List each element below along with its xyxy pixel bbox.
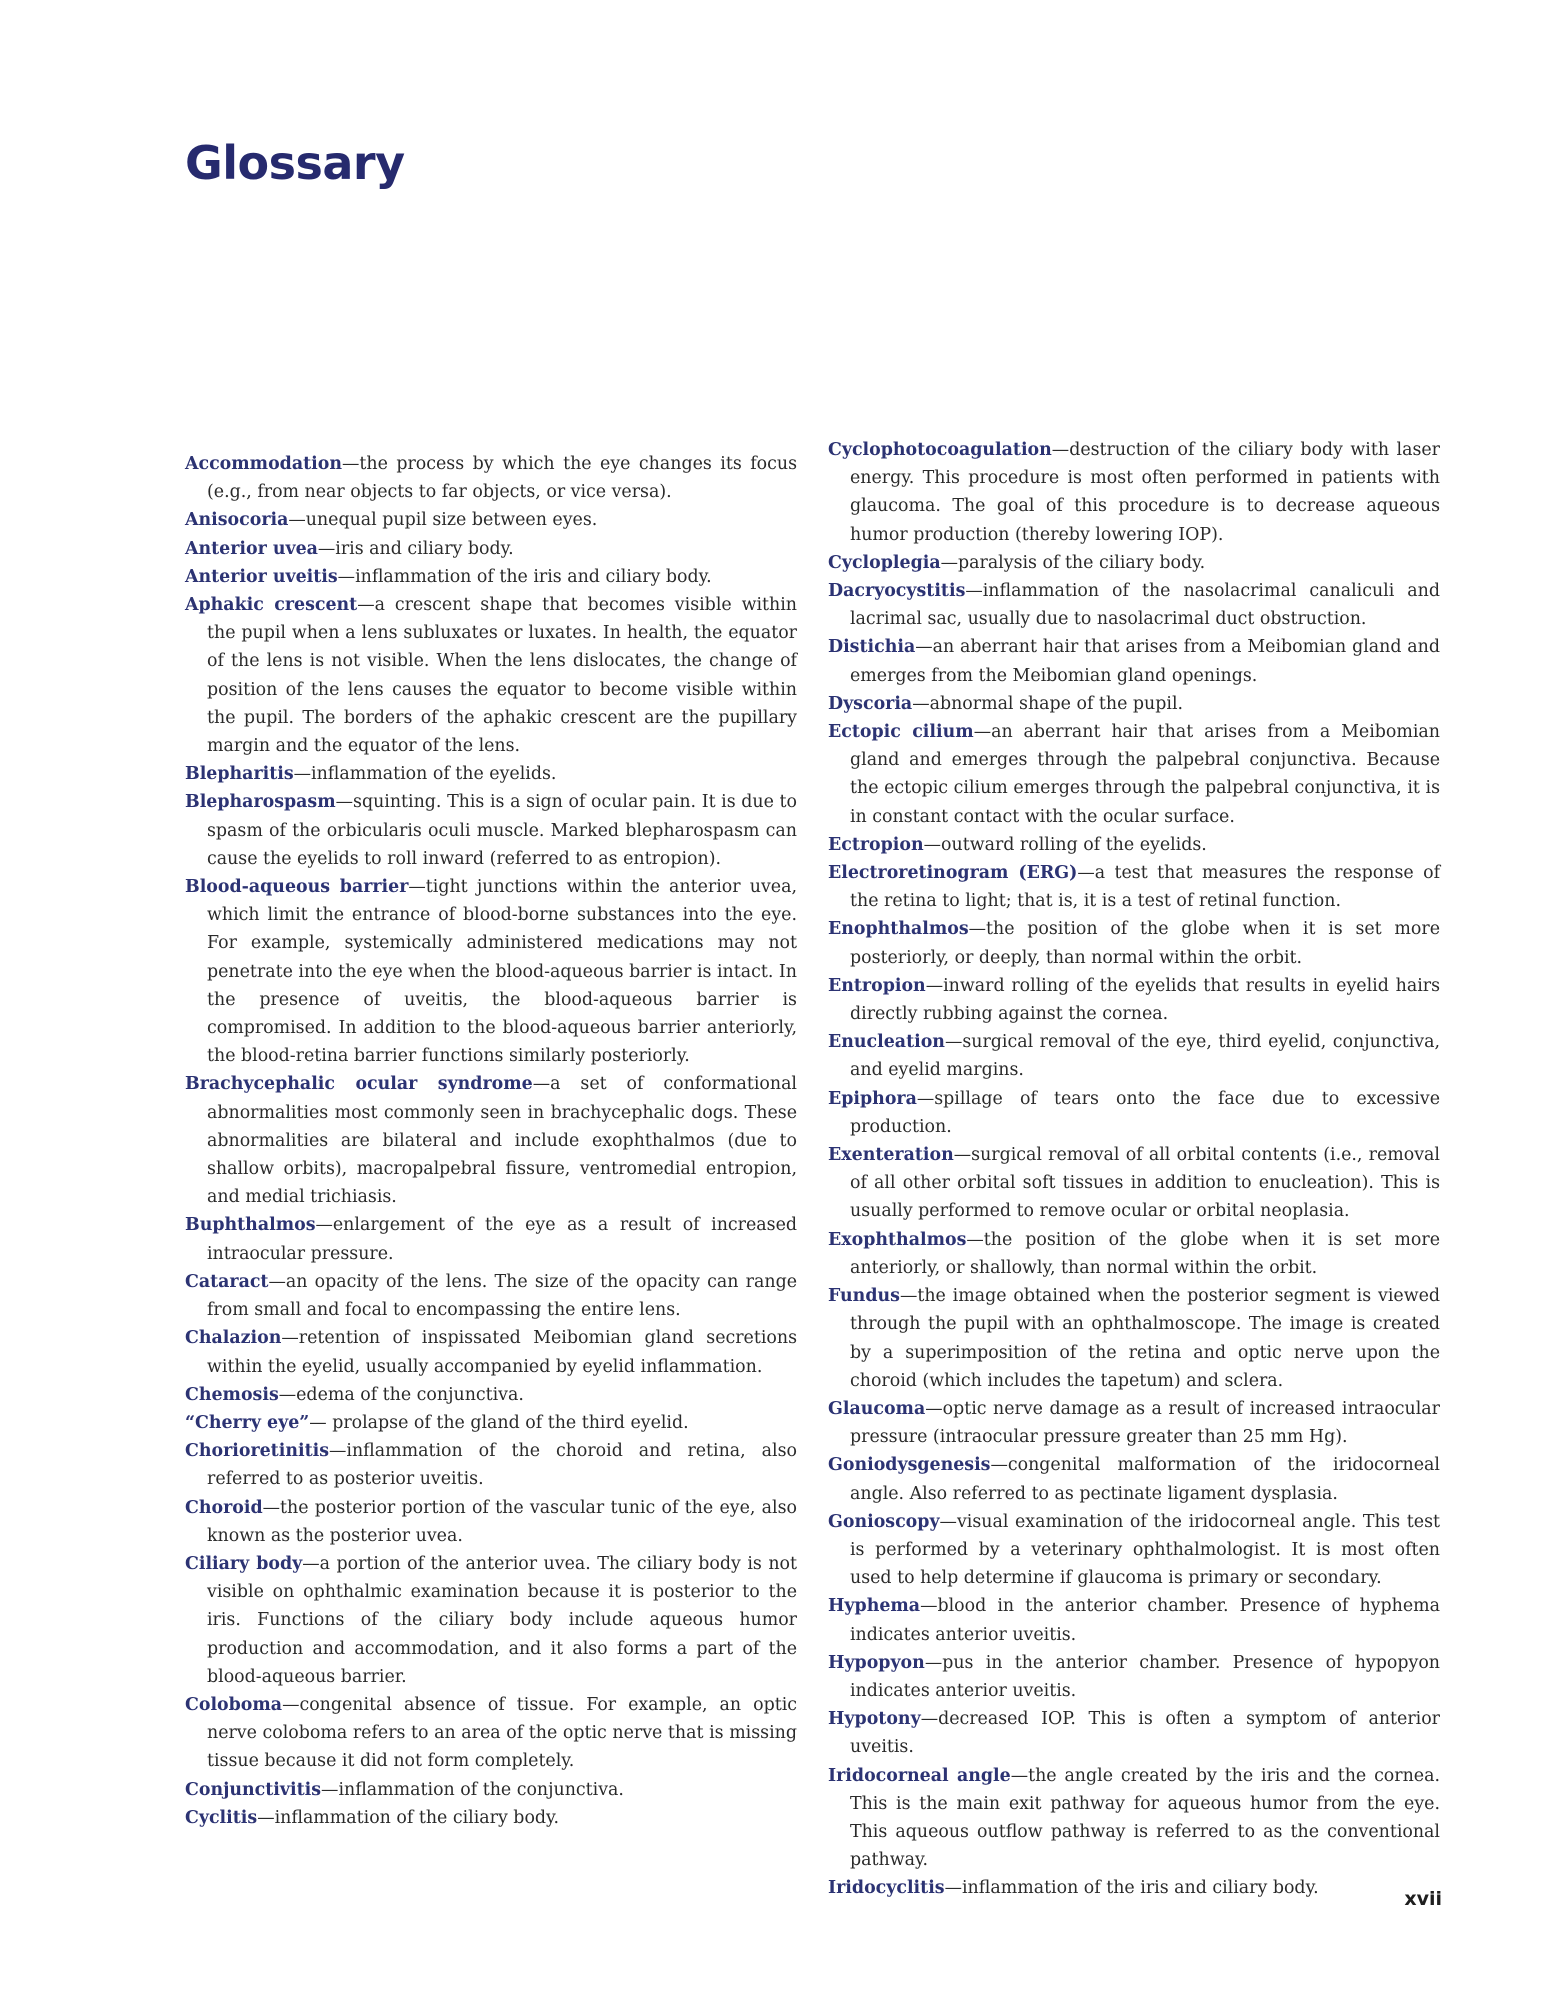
glossary-term: Gonioscopy [828,1511,940,1532]
glossary-term: Brachycephalic ocular syndrome [185,1074,533,1095]
glossary-definition: —the position of the globe when it is set more posteriorly, or deeply, than normal within the orbit. [850,919,1440,968]
glossary-definition: —an aberrant hair that arises from a Meibomian gland and emerges from the Meibomian gland openings. [850,637,1440,686]
glossary-term: Distichia [828,637,916,658]
glossary-entry [828,1705,1440,1761]
glossary-definition: —the position of the globe when it is set more anteriorly, or shallowly, than normal within the orbit. [850,1229,1440,1278]
glossary-entry [185,563,797,591]
glossary-definition: —enlargement of the eye as a result of increased intraocular pressure. [207,1215,797,1264]
glossary-definition: —an opacity of the lens. The size of the opacity can range from small and focal to encompassing the entire lens. [207,1271,797,1321]
page-number: xvii [1404,1888,1442,1910]
glossary-definition: —iris and ciliary body. [317,538,514,559]
glossary-entry [185,1776,797,1804]
glossary-definition: —spillage of tears onto the face due to excessive production. [850,1088,1440,1137]
glossary-term: Buphthalmos [185,1215,316,1236]
glossary-term: Anterior uvea [185,538,318,559]
glossary-right-column [828,436,1440,1903]
glossary-definition: —inflammation of the nasolacrimal canaliculi and lacrimal sac, usually due to nasolacrimal duct obstruction. [850,581,1440,630]
glossary-definition: —destruction of the ciliary body with laser energy. This procedure is most often performed in patients with glaucoma. The goal of this procedure is to decrease aqueous humor production (thereby lowering IOP). [850,440,1440,545]
glossary-definition: —inflammation of the iris and ciliary body. [944,1878,1319,1899]
glossary-entry [828,1592,1440,1648]
glossary-term: Ectropion [828,834,924,855]
glossary-entry [185,1691,797,1776]
glossary-entry [828,915,1440,971]
glossary-definition: —inward rolling of the eyelids that results in eyelid hairs directly rubbing against the cornea. [850,975,1440,1025]
glossary-term: Cyclitis [185,1807,258,1828]
glossary-term: Cataract [185,1271,269,1292]
glossary-definition: —pus in the anterior chamber. Presence of hypopyon indicates anterior uveitis. [850,1652,1440,1701]
glossary-entry [185,1211,797,1267]
glossary-definition: —a crescent shape that becomes visible within the pupil when a lens subluxates or luxates. In health, the equator of the lens is not visible. When the lens dislocates, the change of position of the lens causes the equator to become visible within the pupil. The borders of the aphakic crescent are the pupillary margin and the equator of the lens. [207,595,797,757]
glossary-definition: —the angle created by the iris and the cornea. This is the main exit pathway for aqueous humor from the eye. This aqueous outflow pathway is referred to as the conventional pathway. [850,1765,1440,1871]
glossary-left-column [185,450,797,1832]
glossary-entry [828,690,1440,718]
glossary-term: Accommodation [185,454,342,474]
glossary-entry [828,1085,1440,1141]
glossary-term: Exenteration [828,1145,954,1166]
glossary-entry [185,506,797,534]
glossary-definition: —an aberrant hair that arises from a Meibomian gland and emerges through the palpebral conjunctiva. Because the ectopic cilium emerges through the palpebral conjunctiva, it is in constant contact with the ocular surface. [850,722,1441,827]
glossary-entry [185,1070,797,1211]
glossary-entry [185,873,797,1070]
glossary-entry [828,1282,1440,1395]
glossary-entry [828,1649,1440,1705]
glossary-term: Glaucoma [828,1398,926,1419]
glossary-definition: —inflammation of the iris and ciliary body. [337,566,712,587]
glossary-definition: —surgical removal of all orbital contents (i.e., removal of all other orbital soft tissues in addition to enucleation). This is usually performed to remove ocular or orbital neoplasia. [850,1145,1440,1222]
glossary-definition: —inflammation of the choroid and retina, also referred to as posterior uveitis. [207,1441,797,1490]
glossary-definition: —squinting. This is a sign of ocular pain. It is due to spasm of the orbicularis oculi muscle. Marked blepharospasm can cause the eyelids to roll inward (referred to as entropion). [207,792,797,869]
glossary-entry [828,831,1440,859]
glossary-entry [828,1028,1440,1084]
glossary-entry [185,760,797,788]
glossary-entry [185,535,797,563]
glossary-term: Ectopic cilium [828,722,974,743]
glossary-term: Dyscoria [828,693,913,714]
glossary-entry [828,1762,1440,1875]
glossary-entry [185,450,797,506]
glossary-definition: —inflammation of the ciliary body. [257,1807,560,1828]
glossary-term: Cyclophotocoagulation [828,440,1052,460]
glossary-term: Goniodysgenesis [828,1455,991,1476]
glossary-entry [185,591,797,760]
glossary-entry [828,1874,1440,1902]
glossary-term: Aphakic crescent [185,595,358,616]
glossary-term: Blepharitis [185,764,294,785]
glossary-term: Hyphema [828,1596,921,1617]
page-title: Glossary [185,136,405,190]
glossary-term: Dacryocystitis [828,581,966,602]
glossary-definition: —inflammation of the eyelids. [293,764,557,785]
glossary-term: Anisocoria [185,510,289,531]
glossary-term: Electroretinogram (ERG) [828,863,1078,884]
glossary-entry [185,1381,797,1409]
glossary-definition: —congenital absence of tissue. For example, an optic nerve coloboma refers to an area of the optic nerve that is missing tissue because it did not form completely. [207,1694,797,1772]
glossary-term: Blood-aqueous barrier [185,877,409,898]
glossary-entry [828,718,1440,831]
glossary-term: Chalazion [185,1328,282,1349]
glossary-term: Exophthalmos [828,1229,967,1250]
glossary-definition: —a portion of the anterior uvea. The ciliary body is not visible on ophthalmic examination because it is posterior to the iris. Functions of the ciliary body include aqueous humor production and accommodation, and it also forms a part of the blood-aqueous barrier. [207,1553,797,1687]
glossary-definition: —optic nerve damage as a result of increased intraocular pressure (intraocular pressure greater than 25 mm Hg). [850,1398,1440,1448]
glossary-term: Enophthalmos [828,919,969,940]
glossary-term: Entropion [828,975,926,996]
glossary-term: Hypotony [828,1709,921,1730]
glossary-entry [185,1324,797,1380]
glossary-term: Enucleation [828,1032,945,1053]
glossary-entry [828,1508,1440,1593]
glossary-definition: —outward rolling of the eyelids. [923,834,1207,855]
glossary-term: “Cherry eye” [185,1412,310,1433]
glossary-definition: —visual examination of the iridocorneal angle. This test is performed by a veterinary ophthalmologist. It is most often used to help determine if glaucoma is primary or secondary. [850,1511,1440,1589]
glossary-term: Choroid [185,1497,263,1518]
glossary-entry [185,1804,797,1832]
glossary-entry [828,972,1440,1028]
glossary-term: Anterior uveitis [185,566,338,587]
glossary-entry [828,577,1440,633]
glossary-term: Chorioretinitis [185,1441,329,1462]
glossary-entry [828,1141,1440,1226]
glossary-entry [828,549,1440,577]
glossary-definition: — prolapse of the gland of the third eyelid. [309,1412,689,1433]
glossary-term: Blepharospasm [185,792,336,813]
glossary-entry [185,788,797,873]
glossary-definition: —edema of the conjunctiva. [278,1384,524,1405]
glossary-term: Hypopyon [828,1652,925,1673]
glossary-entry [828,1451,1440,1507]
glossary-entry [828,859,1440,915]
glossary-term: Ciliary body [185,1553,303,1574]
glossary-term: Fundus [828,1286,900,1307]
glossary-definition: —a set of conformational abnormalities most commonly seen in brachycephalic dogs. These abnormalities are bilateral and include exophthalmos (due to shallow orbits), macropalpebral fissure, ventromedial entropion, and medial trichiasis. [207,1074,797,1208]
glossary-term: Iridocyclitis [828,1878,945,1899]
glossary-term: Iridocorneal angle [828,1765,1011,1786]
glossary-entry [828,436,1440,549]
glossary-term: Conjunctivitis [185,1779,322,1800]
glossary-definition: —a test that measures the response of the retina to light; that is, it is a test of retinal function. [850,863,1441,912]
glossary-definition: —blood in the anterior chamber. Presence of hyphema indicates anterior uveitis. [850,1596,1440,1645]
glossary-definition: —abnormal shape of the pupil. [912,693,1184,714]
glossary-definition: —the process by which the eye changes its focus (e.g., from near objects to far objects, or vice versa). [207,454,797,503]
glossary-entry [185,1409,797,1437]
glossary-term: Cycloplegia [828,552,941,573]
glossary-entry [828,633,1440,689]
glossary-entry [185,1437,797,1493]
glossary-entry [185,1550,797,1691]
glossary-definition: —congenital malformation of the iridocorneal angle. Also referred to as pectinate ligament dysplasia. [850,1455,1440,1504]
glossary-definition: —decreased IOP. This is often a symptom of anterior uveitis. [850,1709,1440,1758]
glossary-entry [828,1395,1440,1451]
glossary-definition: —surgical removal of the eye, third eyelid, conjunctiva, and eyelid margins. [850,1032,1440,1081]
glossary-definition: —unequal pupil size between eyes. [288,510,598,531]
glossary-definition: —tight junctions within the anterior uvea, which limit the entrance of blood-borne substances into the eye. For example, systemically administered medications may not penetrate into the eye when the blood-aqueous barrier is intact. In the presence of uveitis, the blood-aqueous barrier is compromised. In addition to the blood-aqueous barrier anteriorly, the blood-retina barrier functions similarly posteriorly. [207,877,797,1067]
glossary-definition: —the posterior portion of the vascular tunic of the eye, also known as the posterior uvea. [207,1497,797,1546]
glossary-definition: —paralysis of the ciliary body. [940,552,1206,573]
glossary-term: Chemosis [185,1384,279,1405]
glossary-definition: —retention of inspissated Meibomian gland secretions within the eyelid, usually accompanied by eyelid inflammation. [207,1328,797,1377]
glossary-definition: —inflammation of the conjunctiva. [321,1779,624,1800]
glossary-term: Epiphora [828,1088,917,1109]
glossary-entry [185,1268,797,1324]
glossary-definition: —the image obtained when the posterior segment is viewed through the pupil with an ophthalmoscope. The image is created by a superimposition of the retina and optic nerve upon the choroid (which includes the tapetum) and sclera. [850,1286,1440,1391]
glossary-entry [185,1494,797,1550]
glossary-entry [828,1226,1440,1282]
glossary-term: Coloboma [185,1694,283,1715]
